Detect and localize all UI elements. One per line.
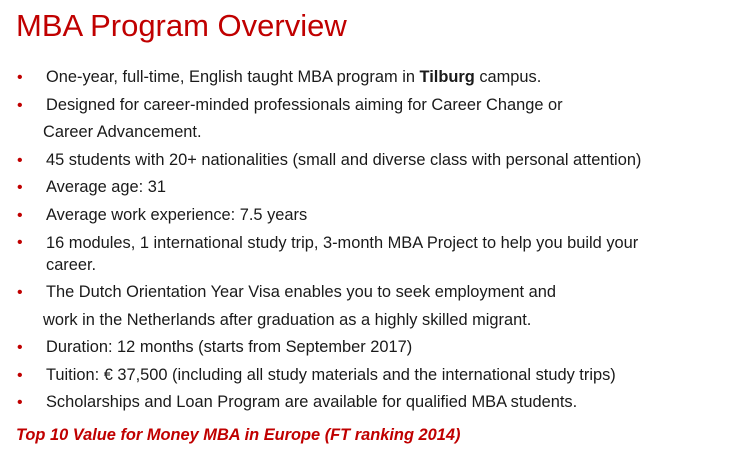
list-item-visa [0,279,733,334]
campus-name: Tilburg [419,68,475,86]
bullet-text: Duration: 12 months (starts from September 2017) [46,338,413,356]
bullet-text: Average work experience: 7.5 years [46,205,308,224]
list-item-work-experience [0,202,733,230]
list-item-average-age [0,174,733,202]
list-item-modules [0,229,733,279]
bullet-dot-icon: • [17,234,23,251]
bullet-text: campus. [474,68,542,86]
bullet-dot-icon: • [17,151,23,169]
list-item-audience [0,92,733,147]
bullet-text-line2: career. [46,256,97,274]
bullet-dot-icon: • [17,96,23,114]
bullet-text: Scholarships and Loan Program are available for qualified MBA students. [46,393,578,411]
bullet-dot-icon: • [17,284,23,301]
bullet-text-line2: work in the Netherlands after graduation as a highly skilled migrant. [43,310,532,329]
bullet-dot-icon: • [17,69,23,86]
list-item-duration [0,334,733,362]
bullet-text: One-year, full-time, English taught MBA program in [46,68,420,86]
bullet-text-line2: Career Advancement. [43,123,202,141]
bullet-dot-icon: • [17,339,23,356]
bullet-dot-icon: • [17,394,23,411]
bullet-text: Tuition: € 37,500 (including all study materials and the international study trips) [46,365,616,384]
bullet-list [0,64,733,417]
bullet-text-line1: 16 modules, 1 international study trip, 3-month MBA Project to help you build your [46,234,639,252]
bullet-text-line1: Designed for career-minded professionals aiming for Career Change or [46,95,563,114]
list-item-scholarships [0,389,733,417]
bullet-text: 45 students with 20+ nationalities (small and diverse class with personal attention) [46,150,642,169]
slide-title: MBA Program Overview [16,8,347,43]
bullet-dot-icon: • [17,366,23,384]
bullet-dot-icon: • [17,206,23,224]
bullet-text: Average age: 31 [46,178,166,196]
list-item-program-format [0,64,733,92]
list-item-tuition [0,362,733,390]
list-item-students [0,147,733,175]
bullet-text-line1: The Dutch Orientation Year Visa enables you to seek employment and [46,283,556,301]
ranking-tagline: Top 10 Value for Money MBA in Europe (FT ranking 2014) [16,426,461,444]
bullet-dot-icon: • [17,179,23,196]
